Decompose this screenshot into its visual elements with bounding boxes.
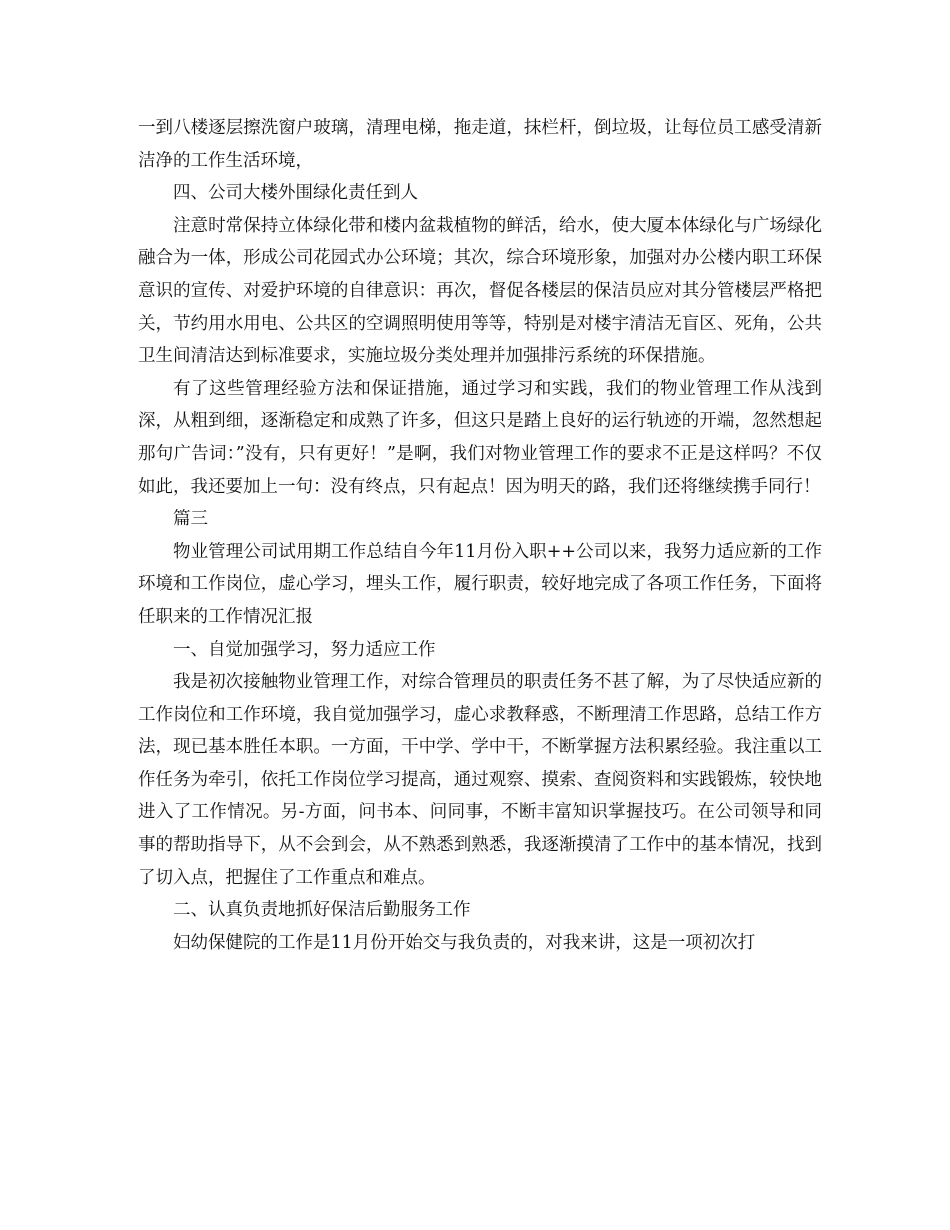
document-body [138,112,822,959]
paragraph-intro: 物业管理公司试用期工作总结自今年11月份入职++公司以来，我努力适应新的工作环境和工作岗位，虚心学习，埋头工作，履行职责，较好地完成了各项工作任务，下面将任职来的工作情况汇报 [138,541,822,627]
section-heading-greening: 四、公司大楼外围绿化责任到人 [173,183,418,204]
section-heading-study: 一、自觉加强学习，努力适应工作 [173,639,436,660]
paragraph-greening: 注意时常保持立体绿化带和楼内盆栽植物的鲜活，给水，使大厦本体绿化与广场绿化融合为一体，形成公司花园式办公环境；其次，综合环境形象，加强对办公楼内职工环保意识的宣传、对爱护环境的自律意识：再次，督促各楼层的保洁员应对其分管楼层严格把关，节约用水用电、公共区的空调照明使用等等，特别是对楼宇清洁无盲区、死角，公共卫生间清洁达到标准要求，实施垃圾分类处理并加强排污系统的环保措施。 [138,215,822,367]
paragraph-continuation: 一到八楼逐层擦洗窗户玻璃，清理电梯，拖走道，抹栏杆，倒垃圾，让每位员工感受清新洁净的工作生活环境， [138,118,822,171]
paragraph-study: 我是初次接触物业管理工作，对综合管理员的职责任务不甚了解，为了尽快适应新的工作岗位和工作环境，我自觉加强学习，虚心求教释惑，不断理清工作思路，总结工作方法，现已基本胜任本职。一方面，干中学、学中干，不断掌握方法积累经验。我注重以工作任务为牵引，依托工作岗位学习提高，通过观察、摸索、查阅资料和实践锻炼，较快地进入了工作情况。另-方面，问书本、问同事，不断丰富知识掌握技巧。在公司领导和同事的帮助指导下，从不会到会，从不熟悉到熟悉，我逐渐摸清了工作中的基本情况，找到了切入点，把握住了工作重点和难点。 [138,672,822,888]
section-heading-cleaning: 二、认真负责地抓好保洁后勤服务工作 [173,900,471,921]
part-title: 篇三 [173,509,208,530]
paragraph-cleaning: 妇幼保健院的工作是11月份开始交与我负责的，对我来讲，这是一项初次打 [173,932,756,953]
paragraph-summary: 有了这些管理经验方法和保证措施，通过学习和实践，我们的物业管理工作从浅到深，从粗到细，逐渐稳定和成熟了许多，但这只是踏上良好的运行轨迹的开端，忽然想起那句广告词：”没有，只有更好！”是啊，我们对物业管理工作的要求不正是这样吗？不仅如此，我还要加上一句：没有终点，只有起点！因为明天的路，我们还将继续携手同行！ [138,378,822,497]
